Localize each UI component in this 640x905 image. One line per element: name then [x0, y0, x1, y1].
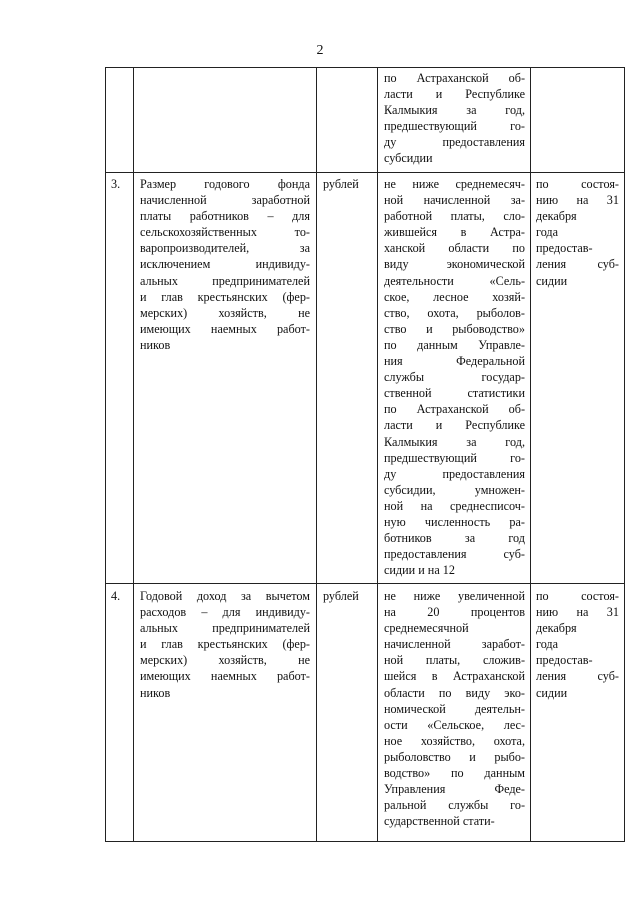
cell-text-line: предостав-: [536, 653, 593, 668]
cell-text-line: Управления Феде-: [384, 782, 525, 797]
cell-text-line: сидии и на 12: [384, 563, 455, 578]
table-border-left: [105, 67, 106, 842]
row-divider: [105, 172, 625, 173]
cell-text-line: предшествующий го-: [384, 450, 525, 465]
cell-text-line: виду экономической: [384, 257, 525, 272]
cell-text-line: деятельности «Сель-: [384, 273, 525, 288]
column-divider: [133, 67, 134, 842]
cell-text-line: ости «Сельское, лес-: [384, 717, 525, 732]
cell-text-line: предшествующий го-: [384, 119, 525, 134]
cell-text-line: альных предпринимателей: [140, 621, 310, 636]
continuation-value-cell: [384, 70, 525, 167]
cell-text-line: сельскохозяйственных то-: [140, 225, 310, 240]
cell-text-line: области по виду эко-: [384, 685, 525, 700]
data-table: [105, 67, 625, 842]
column-divider: [530, 67, 531, 842]
cell-text-line: по состоя-: [536, 589, 619, 603]
cell-text-line: нию на 31: [536, 193, 619, 208]
cell-text-line: Годовой доход за вычетом: [140, 589, 310, 603]
cell-text-line: среднемесячной: [384, 621, 469, 636]
cell-text-line: не ниже среднемесяч-: [384, 177, 525, 191]
cell-text-line: по Астраханской об-: [384, 402, 525, 417]
cell-text-line: жившейся в Астра-: [384, 225, 525, 240]
cell-text-line: ласти и Республике: [384, 418, 525, 433]
cell-text-line: ления суб-: [536, 669, 619, 684]
cell-text-line: ников: [140, 337, 171, 352]
page-number: 2: [316, 43, 324, 58]
column-divider: [316, 67, 317, 842]
cell-text-line: предостав-: [536, 241, 593, 256]
cell-text-line: Калмыкия за год,: [384, 103, 525, 118]
cell-text-line: по данным Управле-: [384, 337, 525, 352]
cell-text-line: сидии: [536, 685, 568, 700]
table-border-top: [105, 67, 625, 68]
cell-text-line: Размер годового фонда: [140, 177, 310, 191]
value-cell: [384, 588, 525, 829]
cell-text-line: ду предоставления: [384, 466, 525, 481]
cell-text-line: по состоя-: [536, 177, 619, 191]
cell-text-line: по Астраханской об-: [384, 71, 525, 85]
cell-text-line: ласти и Республике: [384, 87, 525, 102]
cell-text-line: года: [536, 225, 559, 240]
cell-text-line: ния Федеральной: [384, 354, 525, 369]
cell-text-line: службы государ-: [384, 370, 525, 385]
cell-text-line: сидии: [536, 273, 568, 288]
cell-text-line: декабря: [536, 621, 577, 636]
cell-text-line: начисленной заработной: [140, 193, 310, 208]
cell-text-line: на 20 процентов: [384, 605, 525, 620]
cell-text-line: ления суб-: [536, 257, 619, 272]
cell-text-line: начисленной заработ-: [384, 637, 525, 652]
date-cell: [536, 176, 619, 289]
column-divider: [377, 67, 378, 842]
cell-text-line: рыболовство и рыбо-: [384, 749, 525, 764]
cell-text-line: расходов – для индивиду-: [140, 605, 310, 620]
cell-text-line: варопроизводителей, за: [140, 241, 310, 256]
cell-text-line: мерских) хозяйств, не: [140, 305, 310, 320]
cell-text-line: водство» по данным: [384, 766, 525, 781]
cell-text-line: ной на среднесписоч-: [384, 498, 525, 513]
cell-text-line: платы работников – для: [140, 209, 310, 224]
table-border-bottom: [105, 841, 625, 842]
cell-text-line: ское, лесное хозяй-: [384, 289, 525, 304]
cell-text-line: субсидии, умножен-: [384, 482, 525, 497]
cell-text-line: номической деятельн-: [384, 701, 525, 716]
cell-text-line: сударственной стати-: [384, 814, 495, 829]
row-number: 3.: [111, 177, 121, 191]
cell-text-line: альных предпринимателей: [140, 273, 310, 288]
cell-text-line: ботников за год: [384, 531, 525, 546]
cell-text-line: предоставления суб-: [384, 547, 525, 562]
row-divider: [105, 583, 625, 584]
cell-text-line: ников: [140, 685, 171, 700]
cell-text-line: шейся в Астраханской: [384, 669, 525, 684]
cell-text-line: ной начисленной за-: [384, 193, 525, 208]
cell-text-line: исключением индивиду-: [140, 257, 310, 272]
cell-text-line: не ниже увеличенной: [384, 589, 525, 603]
unit-cell: рублей: [323, 177, 359, 191]
cell-text-line: работной платы, сло-: [384, 209, 525, 224]
cell-text-line: декабря: [536, 209, 577, 224]
cell-text-line: субсидии: [384, 151, 433, 166]
cell-text-line: ное хозяйство, охота,: [384, 733, 525, 748]
cell-text-line: мерских) хозяйств, не: [140, 653, 310, 668]
cell-text-line: и глав крестьянских (фер-: [140, 289, 310, 304]
cell-text-line: имеющих наемных работ-: [140, 669, 310, 684]
cell-text-line: ственной статистики: [384, 386, 525, 401]
date-cell: [536, 588, 619, 701]
cell-text-line: ду предоставления: [384, 135, 525, 150]
cell-text-line: ной платы, сложив-: [384, 653, 525, 668]
cell-text-line: ральной службы го-: [384, 798, 525, 813]
cell-text-line: и глав крестьянских (фер-: [140, 637, 310, 652]
cell-text-line: Калмыкия за год,: [384, 434, 525, 449]
cell-text-line: нию на 31: [536, 605, 619, 620]
unit-cell: рублей: [323, 589, 359, 603]
table-border-right: [624, 67, 625, 842]
row-number: 4.: [111, 589, 121, 603]
indicator-name-cell: [140, 588, 310, 701]
cell-text-line: ханской области по: [384, 241, 525, 256]
cell-text-line: ную численность ра-: [384, 514, 525, 529]
cell-text-line: года: [536, 637, 559, 652]
indicator-name-cell: [140, 176, 310, 353]
cell-text-line: ство, охота, рыболов-: [384, 305, 525, 320]
cell-text-line: ство и рыбоводство»: [384, 321, 525, 336]
cell-text-line: имеющих наемных работ-: [140, 321, 310, 336]
value-cell: [384, 176, 525, 578]
